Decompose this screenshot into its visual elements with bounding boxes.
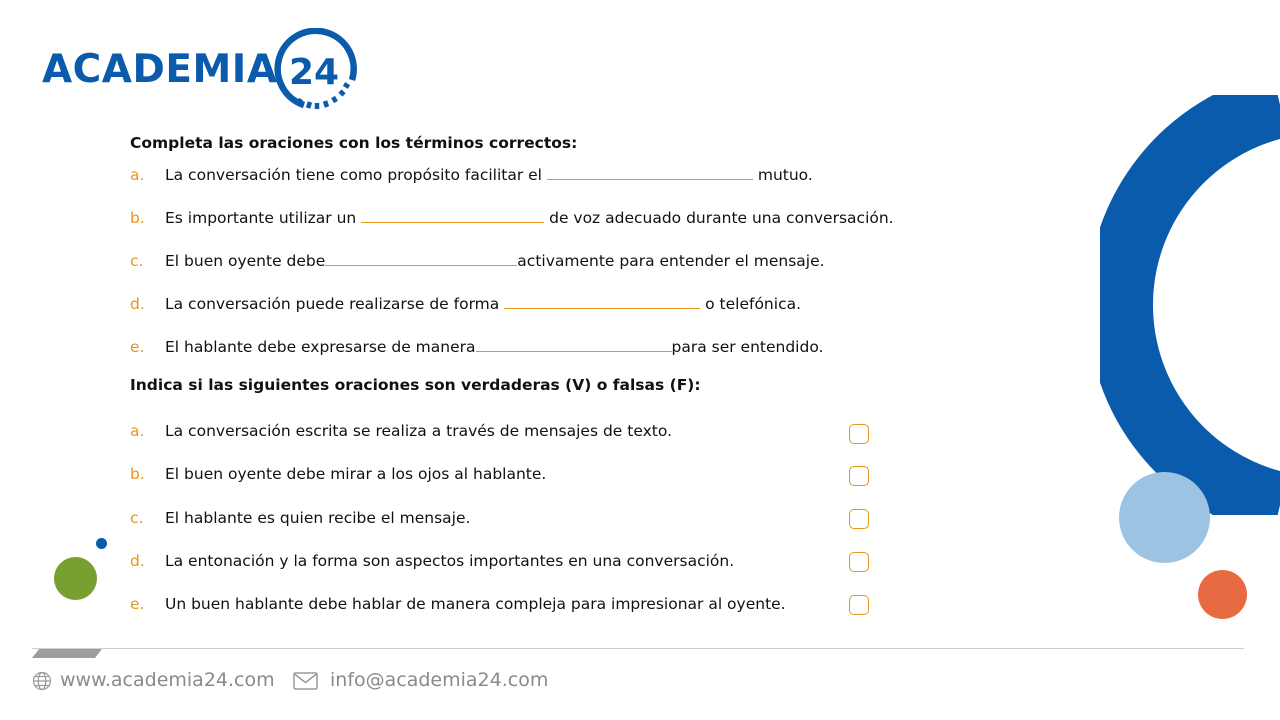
item-letter: a. <box>130 166 145 184</box>
true-false-checkbox-a[interactable] <box>849 424 869 444</box>
section2-heading: Indica si las siguientes oraciones son verdaderas (V) o falsas (F): <box>130 376 701 394</box>
item-text: La entonación y la forma son aspectos importantes en una conversación. <box>165 552 735 570</box>
item-letter: e. <box>130 595 145 613</box>
item-text-after: mutuo. <box>752 166 813 184</box>
section1-heading: Completa las oraciones con los términos correctos: <box>130 134 578 152</box>
fill-item-c <box>130 249 825 271</box>
item-letter: c. <box>130 252 144 270</box>
tf-item-a <box>130 421 672 443</box>
item-letter: b. <box>130 209 145 227</box>
item-text-before: La conversación tiene como propósito facilitar el <box>165 166 547 184</box>
item-letter: d. <box>130 295 145 313</box>
item-text: La conversación escrita se realiza a través de mensajes de texto. <box>165 422 672 440</box>
item-letter: a. <box>130 422 145 440</box>
item-text-before: Es importante utilizar un <box>165 209 362 227</box>
blank-line[interactable] <box>504 292 700 309</box>
item-text-before: El hablante debe expresarse de manera <box>165 338 476 356</box>
blue-arc-decoration <box>1100 95 1280 515</box>
fill-item-a <box>130 163 813 185</box>
fill-item-d <box>130 292 801 314</box>
item-text: El buen oyente debe mirar a los ojos al hablante. <box>165 465 547 483</box>
item-text: El hablante es quien recibe el mensaje. <box>165 509 471 527</box>
light-blue-circle <box>1119 472 1210 563</box>
item-text-after: o telefónica. <box>700 295 802 313</box>
item-text-after: para ser entendido. <box>671 338 824 356</box>
fill-item-e <box>130 335 823 357</box>
true-false-checkbox-c[interactable] <box>849 509 869 529</box>
globe-icon <box>32 671 52 691</box>
item-text-after: activamente para entender el mensaje. <box>517 252 825 270</box>
blank-line[interactable] <box>361 206 544 223</box>
blank-line[interactable] <box>476 335 672 352</box>
website-link[interactable]: www.academia24.com <box>60 669 275 691</box>
blank-line[interactable] <box>325 249 517 266</box>
true-false-checkbox-b[interactable] <box>849 466 869 486</box>
green-circle <box>54 557 97 600</box>
email-link[interactable]: info@academia24.com <box>330 669 549 691</box>
item-letter: c. <box>130 509 144 527</box>
item-text-before: El buen oyente debe <box>165 252 326 270</box>
item-text: Un buen hablante debe hablar de manera compleja para impresionar al oyente. <box>165 595 786 613</box>
coral-circle <box>1198 570 1247 619</box>
item-letter: d. <box>130 552 145 570</box>
small-blue-dot <box>96 538 107 549</box>
item-text-after: de voz adecuado durante una conversación. <box>544 209 894 227</box>
fill-item-b <box>130 206 894 228</box>
tf-item-b <box>130 464 546 486</box>
blank-line[interactable] <box>547 163 753 180</box>
true-false-checkbox-d[interactable] <box>849 552 869 572</box>
item-letter: b. <box>130 465 145 483</box>
footer-divider <box>32 648 1244 649</box>
tf-item-c <box>130 508 470 530</box>
tf-item-d <box>130 551 734 573</box>
tf-item-e <box>130 594 786 616</box>
item-letter: e. <box>130 338 145 356</box>
logo-24-mark <box>274 28 358 112</box>
item-text-before: La conversación puede realizarse de forma <box>165 295 505 313</box>
footer-accent-tab <box>32 649 102 658</box>
mail-icon <box>293 672 318 690</box>
logo-number: 24 <box>288 52 340 93</box>
logo-wordmark: ACADEMIA <box>42 47 278 92</box>
true-false-checkbox-e[interactable] <box>849 595 869 615</box>
